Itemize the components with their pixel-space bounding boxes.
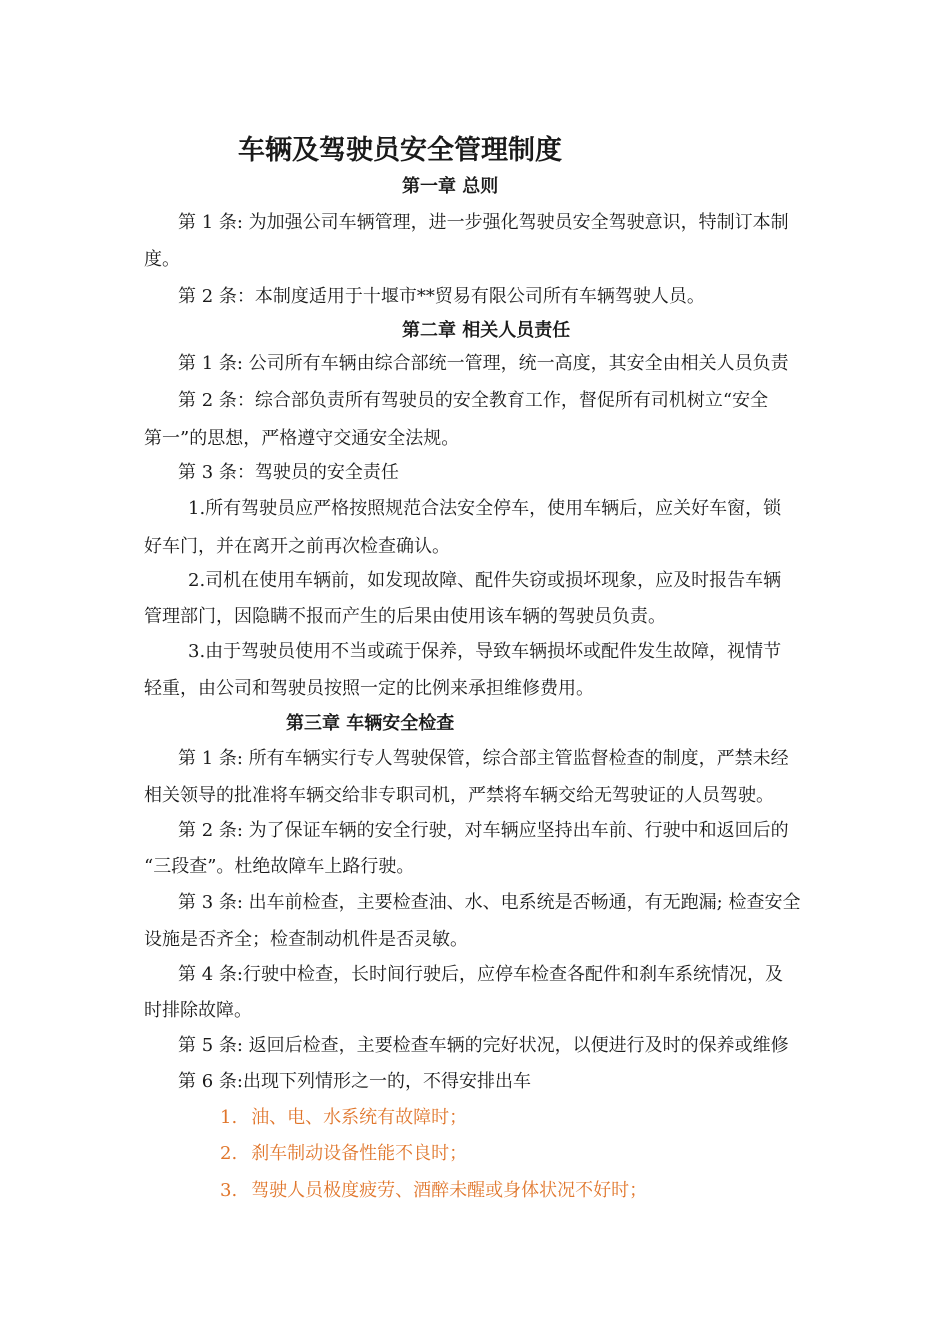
list-item bbox=[220, 1143, 467, 1165]
ch1-article-1-line-1: 第 1 条: 为加强公司车辆管理，进一步强化驾驶员安全驾驶意识，特制订本制 bbox=[178, 212, 789, 233]
ch2-item-3-line-2: 轻重，由公司和驾驶员按照一定的比例来承担维修费用。 bbox=[144, 678, 594, 699]
ch2-article-2-line-1: 第 2 条：综合部负责所有驾驶员的安全教育工作，督促所有司机树立“安全 bbox=[178, 390, 769, 411]
ch3-article-3-line-1: 第 3 条: 出车前检查，主要检查油、水、电系统是否畅通，有无跑漏; 检查安全 bbox=[178, 892, 801, 913]
list-item-number: 2. bbox=[220, 1143, 238, 1164]
list-item-number: 1. bbox=[220, 1107, 238, 1128]
ch2-item-3-line-1: 3.由于驾驶员使用不当或疏于保养，导致车辆损坏或配件发生故障，视情节 bbox=[188, 641, 782, 662]
list-item bbox=[220, 1107, 467, 1129]
ch3-article-6: 第 6 条:出现下列情形之一的，不得安排出车 bbox=[178, 1071, 531, 1092]
list-item-text: 刹车制动设备性能不良时； bbox=[251, 1143, 468, 1164]
list-item-text: 油、电、水系统有故障时； bbox=[251, 1107, 468, 1128]
ch2-item-1-line-1: 1.所有驾驶员应严格按照规范合法安全停车，使用车辆后，应关好车窗，锁 bbox=[188, 498, 782, 519]
list-item bbox=[220, 1180, 647, 1202]
document-title: 车辆及驾驶员安全管理制度 bbox=[238, 135, 562, 166]
ch1-article-1-line-2: 度。 bbox=[144, 249, 180, 270]
ch3-article-2-line-2: “三段查”。杜绝故障车上路行驶。 bbox=[144, 856, 415, 877]
ch2-item-1-line-2: 好车门，并在离开之前再次检查确认。 bbox=[144, 536, 450, 557]
ch3-article-2-line-1: 第 2 条: 为了保证车辆的安全行驶，对车辆应坚持出车前、行驶中和返回后的 bbox=[178, 820, 789, 841]
chapter-1-heading: 第一章 总则 bbox=[402, 176, 499, 197]
ch3-article-4-line-1: 第 4 条:行驶中检查，长时间行驶后，应停车检查各配件和刹车系统情况，及 bbox=[178, 964, 783, 985]
ch3-article-5: 第 5 条: 返回后检查，主要检查车辆的完好状况，以便进行及时的保养或维修 bbox=[178, 1035, 789, 1056]
ch3-article-4-line-2: 时排除故障。 bbox=[144, 1000, 252, 1021]
ch2-item-2-line-2: 管理部门，因隐瞒不报而产生的后果由使用该车辆的驾驶员负责。 bbox=[144, 606, 666, 627]
list-item-text: 驾驶人员极度疲劳、酒醉未醒或身体状况不好时； bbox=[251, 1180, 648, 1201]
chapter-3-heading: 第三章 车辆安全检查 bbox=[286, 713, 455, 734]
ch3-article-3-line-2: 设施是否齐全；检查制动机件是否灵敏。 bbox=[144, 929, 468, 950]
ch3-article-1-line-1: 第 1 条: 所有车辆实行专人驾驶保管，综合部主管监督检查的制度，严禁未经 bbox=[178, 748, 789, 769]
ch1-article-2: 第 2 条：本制度适用于十堰市**贸易有限公司所有车辆驾驶人员。 bbox=[178, 286, 705, 307]
chapter-2-heading: 第二章 相关人员责任 bbox=[402, 320, 571, 341]
ch2-article-3: 第 3 条：驾驶员的安全责任 bbox=[178, 462, 399, 483]
ch2-article-1: 第 1 条: 公司所有车辆由综合部统一管理，统一高度，其安全由相关人员负责 bbox=[178, 353, 789, 374]
ch3-article-1-line-2: 相关领导的批准将车辆交给非专职司机，严禁将车辆交给无驾驶证的人员驾驶。 bbox=[144, 785, 774, 806]
ch2-article-2-line-2: 第一”的思想，严格遵守交通安全法规。 bbox=[144, 428, 460, 449]
list-item-number: 3. bbox=[220, 1180, 238, 1201]
ch2-item-2-line-1: 2.司机在使用车辆前，如发现故障、配件失窃或损坏现象，应及时报告车辆 bbox=[188, 570, 782, 591]
